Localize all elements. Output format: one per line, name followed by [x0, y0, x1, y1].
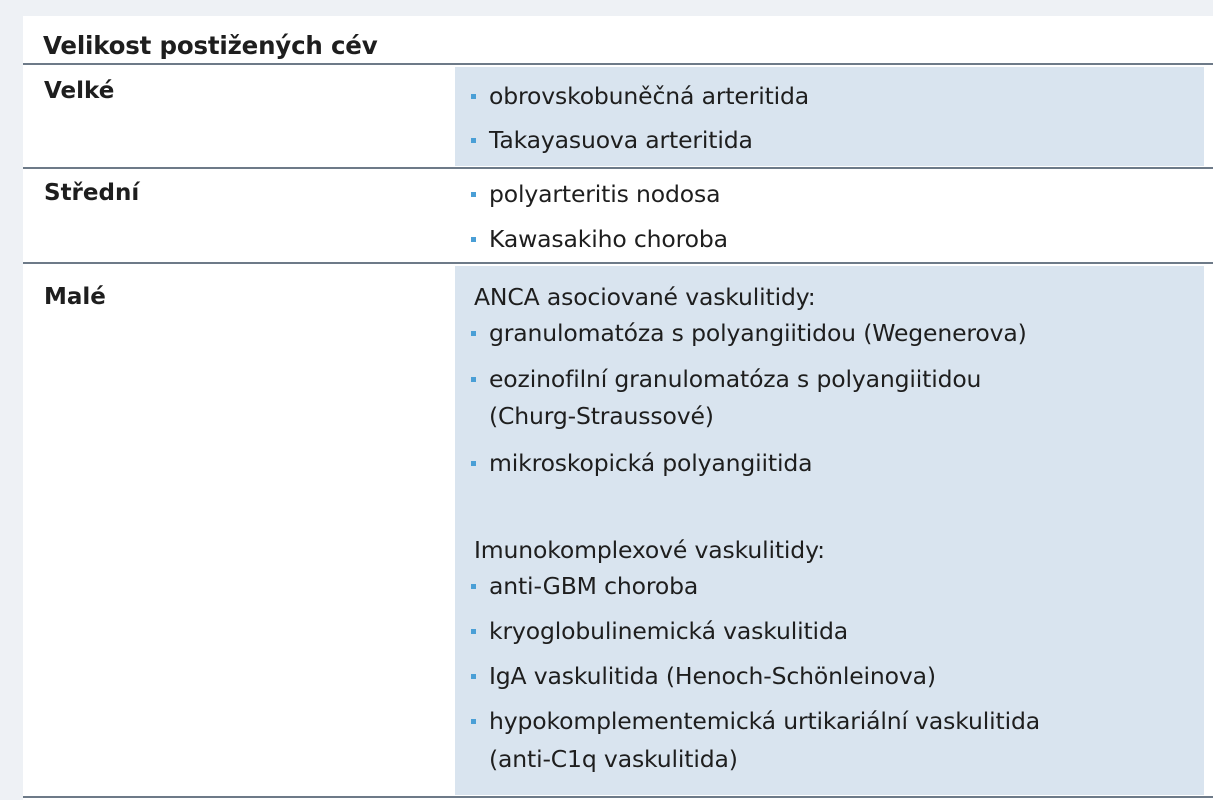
list-item: IgA vaskulitida (Henoch-Schönleinova) — [474, 661, 936, 691]
list-item: granulomatóza s polyangiitidou (Wegenerova) — [474, 318, 1027, 348]
row-label-velke: Velké — [44, 78, 115, 104]
bullet-icon — [471, 719, 476, 724]
bullet-icon — [471, 674, 476, 679]
table-title: Velikost postižených cév — [43, 31, 378, 60]
group-heading-anca: ANCA asociované vaskulitidy: — [474, 283, 816, 311]
list-item: hypokomplementemická urtikariální vaskulitida — [474, 706, 1040, 736]
bullet-icon — [471, 461, 476, 466]
list-item: mikroskopická polyangiitida — [474, 448, 812, 478]
bottom-rule — [23, 796, 1213, 798]
bullet-icon — [471, 94, 476, 99]
list-item: polyarteritis nodosa — [474, 179, 720, 209]
list-item-continuation: (anti-C1q vaskulitida) — [489, 745, 738, 773]
row-label-stredni: Střední — [44, 180, 140, 206]
list-item: eozinofilní granulomatóza s polyangiitidou — [474, 364, 981, 394]
row-divider — [23, 262, 1213, 264]
row-divider — [23, 167, 1213, 169]
bullet-icon — [471, 584, 476, 589]
bullet-icon — [471, 629, 476, 634]
classification-table — [23, 16, 1213, 800]
group-heading-immunocomplex: Imunokomplexové vaskulitidy: — [474, 536, 825, 564]
list-item: anti-GBM choroba — [474, 571, 698, 601]
header-rule — [23, 63, 1213, 65]
list-item: obrovskobuněčná arteritida — [474, 81, 809, 111]
bullet-icon — [471, 192, 476, 197]
bullet-icon — [471, 331, 476, 336]
list-item: kryoglobulinemická vaskulitida — [474, 616, 848, 646]
bullet-icon — [471, 377, 476, 382]
bullet-icon — [471, 138, 476, 143]
bullet-icon — [471, 237, 476, 242]
list-item-continuation: (Churg-Straussové) — [489, 402, 714, 430]
list-item: Kawasakiho choroba — [474, 224, 728, 254]
list-item: Takayasuova arteritida — [474, 125, 753, 155]
row-label-male: Malé — [44, 284, 106, 310]
